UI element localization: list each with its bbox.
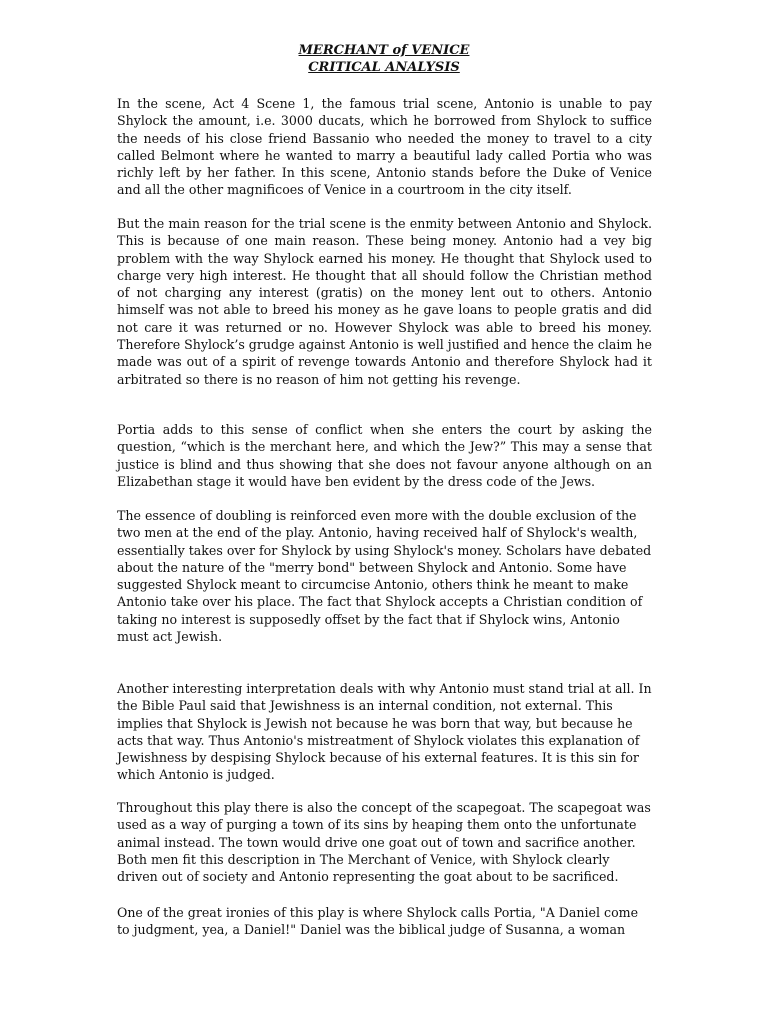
paragraph-portia-conflict: Portia adds to this sense of conflict when she enters the court by asking the question, “which is the merchant here, and which the Jew?” This may a sense that justice is blind and thus showing that she does not favour anyone although on an Elizabethan stage it would have ben evident by the dress code of the Jews. bbox=[117, 422, 652, 489]
paragraph-scapegoat: Throughout this play there is also the concept of the scapegoat. The scapegoat was used as a way of purging a town of its sins by heaping them onto the unfortunate animal instead. The town would drive one goat out of town and sacrifice another. Both men fit this description in The Merchant of Venice, with Shylock clearly driven out of society and Antonio representing the goat about to be sacrificed. bbox=[117, 800, 651, 885]
title-block bbox=[0, 42, 768, 76]
document-subtitle: CRITICAL ANALYSIS bbox=[308, 60, 460, 75]
paragraph-doubling: The essence of doubling is reinforced even more with the double exclusion of the two men at the end of the play. Antonio, having received half of Shylock's wealth, essentially takes over for Shylock by using Shylock's money. Scholars have debated about the nature of the "merry bond" between Shylock and Antonio. Some have suggested Shylock meant to circumcise Antonio, others think he meant to make Antonio take over his place. The fact that Shylock accepts a Christian condition of taking no interest is supposedly offset by the fact that if Shylock wins, Antonio must act Jewish. bbox=[117, 508, 652, 645]
paragraph-enmity: But the main reason for the trial scene is the enmity between Antonio and Shylock. This is because of one main reason. These being money. Antonio had a vey big problem with the way Shylock earned his money. He thought that Shylock used to charge very high interest. He thought that all should follow the Christian method of not charging any interest (gratis) on the money lent out to others. Antonio himself was not able to breed his money as he gave loans to people gratis and did not care it was returned or no. However Shylock was able to breed his money. Therefore Shylock’s grudge against Antonio is well justified and hence the claim he made was out of a spirit of revenge towards Antonio and therefore Shylock had it arbitrated so there is no reason of him not getting his revenge. bbox=[117, 216, 652, 387]
paragraph-trial-interpretation: Another interesting interpretation deals with why Antonio must stand trial at all. In the Bible Paul said that Jewishness is an internal condition, not external. This implies that Shylock is Jewish not because he was born that way, but because he acts that way. Thus Antonio's mistreatment of Shylock violates this explanation of Jewishness by despising Shylock because of his external features. It is this sin for which Antonio is judged. bbox=[117, 681, 652, 783]
paragraph-trial-scene: In the scene, Act 4 Scene 1, the famous trial scene, Antonio is unable to pay Shylock the amount, i.e. 3000 ducats, which he borrowed from Shylock to suffice the needs of his close friend Bassanio who needed the money to travel to a city called Belmont where he wanted to marry a beautiful lady called Portia who was richly left by her father. In this scene, Antonio stands before the Duke of Venice and all the other magnificoes of Venice in a courtroom in the city itself. bbox=[117, 96, 652, 198]
document-title: MERCHANT of VENICE bbox=[298, 43, 470, 58]
paragraph-daniel-irony: One of the great ironies of this play is where Shylock calls Portia, "A Daniel come to judgment, yea, a Daniel!" Daniel was the biblical judge of Susanna, a woman bbox=[117, 905, 639, 938]
